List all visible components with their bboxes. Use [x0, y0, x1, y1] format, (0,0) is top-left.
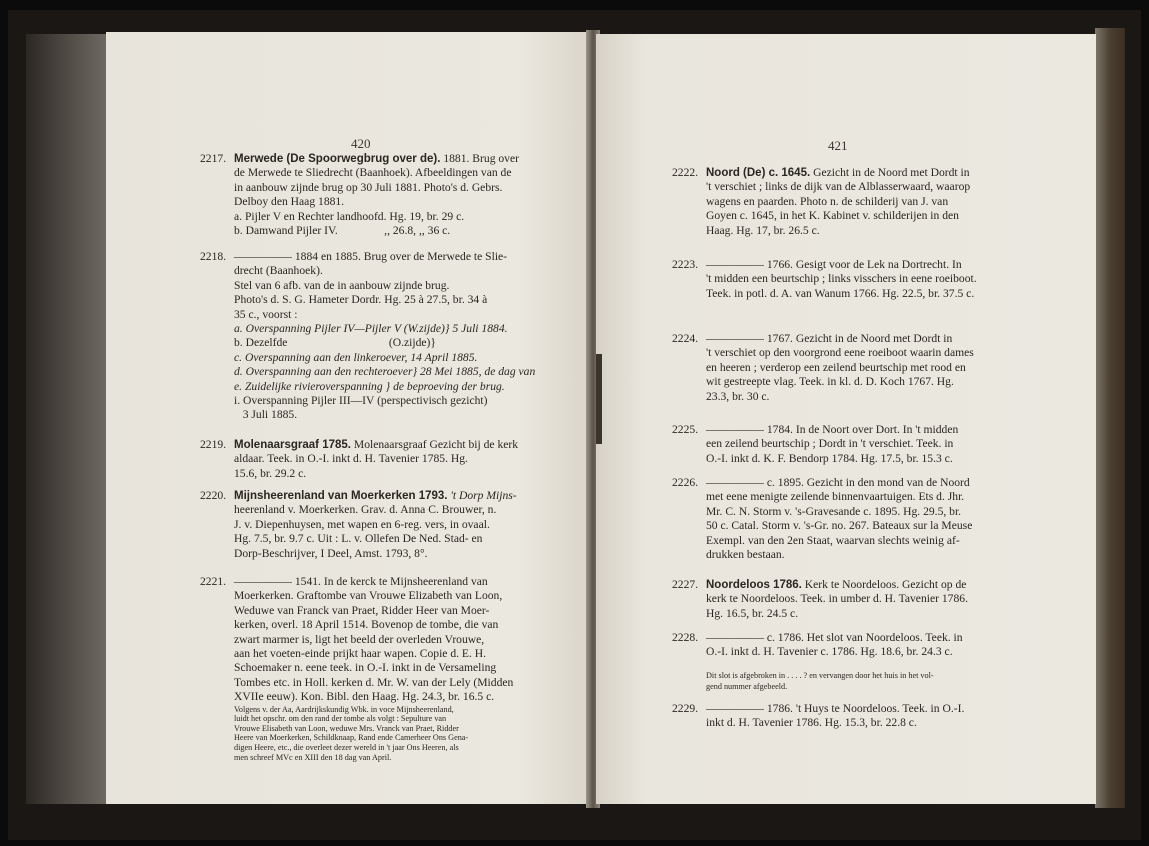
entry-number: 2229. [672, 702, 699, 715]
entry-line: 50 c. Catal. Storm v. 's-Gr. no. 267. Bateaux sur la Meuse [706, 519, 973, 533]
entry-line: b. Damwand Pijler IV. ,, 26.8, ,, 36 c. [234, 224, 451, 238]
entry-line: Teek. in potl. d. A. van Wanum 1766. Hg. 22.5, br. 37.5 c. [706, 286, 975, 300]
entry-heading: Noord (De) c. 1645. [706, 167, 811, 179]
entry-line: Stel van 6 afb. van de in aanbouw zijnde brug. [234, 278, 450, 292]
entry-line: ————— c. 1786. Het slot van Noordeloos. Teek. in [706, 631, 963, 644]
entry-line: Mr. C. N. Storm v. 's-Gravesande c. 1895. Hg. 29.5, br. [706, 504, 962, 518]
entry-line: Exempl. van den 2en Staat, waarvan slechts weinig af- [706, 533, 960, 547]
entry-number: 2227. [672, 578, 699, 591]
footnote-line: Heere van Moerkerken, Schildknaap, Rand ende Camerheer Ons Gena- [234, 733, 469, 743]
entry-line [234, 489, 517, 503]
entry-line: Hg. 16.5, br. 24.5 c. [706, 606, 799, 620]
entry-line: ————— 1884 en 1885. Brug over de Merwede te Slie- [234, 250, 508, 263]
entry-line: Delboy den Haag 1881. [234, 195, 345, 209]
footnote-line: Vrouwe Elisabeth van Loon, weduwe Mrs. Vranck van Praet, Ridder [234, 723, 459, 733]
entry-line [706, 578, 968, 592]
entry-line: ————— 1541. In de kerck te Mijnsheerenland van [234, 575, 488, 588]
entry-heading: Molenaarsgraaf 1785. [234, 439, 351, 451]
entry-line: wagens en paarden. Photo n. de schilderij van J. van [706, 194, 949, 208]
entry-number: 2222. [672, 166, 699, 179]
right-page-edges [1095, 28, 1125, 808]
entry-body [234, 489, 517, 561]
entry-body [234, 438, 518, 481]
entry-line: ————— 1786. 't Huys te Noordeloos. Teek. in O.-I. [706, 702, 965, 715]
footnote-line: gend nummer afgebeeld. [706, 681, 788, 691]
left-page-edges [26, 34, 106, 804]
entry-body [234, 250, 535, 423]
entry-line-text: 1881. Brug over [443, 152, 519, 165]
entry-line: Haag. Hg. 17, br. 26.5 c. [706, 223, 820, 237]
entry-line: Schoemaker n. eene teek. in O.-I. inkt in de Versameling [234, 661, 497, 675]
footnote-line: luidt het opschr. om den rand der tombe als volgt : Sepulture van [234, 714, 447, 724]
entry-line: ————— 1784. In de Noort over Dort. In 't midden [706, 423, 959, 436]
entry-line: b. Dezelfde (O.zijde)} [234, 336, 436, 350]
entry-line: aan het voeten-einde prijkt haar wapen. Copie d. E. H. [234, 647, 487, 661]
entry-line: XVIIe eeuw). Kon. Bibl. den Haag. Hg. 24.3, br. 16.5 c. [234, 690, 495, 704]
entry-heading: Noordeloos 1786. [706, 579, 802, 591]
entry-line: 't verschiet op den voorgrond eene roeiboot waarin dames [706, 346, 974, 360]
entry-line: drecht (Baanhoek). [234, 264, 323, 278]
entry-line: Goyen c. 1645, in het K. Kabinet v. schilderijen in den [706, 209, 959, 223]
entry-number: 2224. [672, 332, 699, 345]
entry-body [706, 423, 958, 466]
entry-line: Photo's d. S. G. Hameter Dordr. Hg. 25 à 27.5, br. 34 à [234, 293, 488, 307]
entry-heading: Mijnsheerenland van Moerkerken 1793. [234, 490, 448, 502]
entry-heading: Merwede (De Spoorwegbrug over de). [234, 153, 441, 165]
entry-number: 2219. [200, 438, 227, 451]
entry-number: 2225. [672, 423, 699, 436]
entry-line: a. Overspanning Pijler IV—Pijler V (W.zijde)} 5 Juli 1884. [234, 322, 508, 336]
entry-line: d. Overspanning aan den rechteroever} 28 Mei 1885, de dag van [234, 365, 536, 379]
entry-line: Weduwe van Franck van Praet, Ridder Heer van Moer- [234, 603, 490, 617]
entry-line: e. Zuidelijke rivieroverspanning } de beproeving der brug. [234, 379, 505, 393]
entry-line [706, 166, 970, 180]
entry-line: met eene menigte zeilende binnenvaartuigen. Ets d. Jhr. [706, 490, 965, 504]
entry-line: 15.6, br. 29.2 c. [234, 466, 307, 480]
entry-line: inkt d. H. Tavenier 1786. Hg. 15.3, br. 22.8 c. [706, 716, 917, 730]
entry-line: kerk te Noordeloos. Teek. in umber d. H. Tavenier 1786. [706, 592, 968, 606]
page-number: 420 [351, 136, 371, 151]
entry-number: 2217. [200, 152, 227, 165]
entry-body [706, 258, 977, 301]
entry-line: heerenland v. Moerkerken. Grav. d. Anna C. Brouwer, n. [234, 503, 497, 517]
entry-line: 't verschiet ; links de dijk van de Alblasserwaard, waarop [706, 180, 971, 194]
entry-body [706, 476, 972, 562]
entry-line: aldaar. Teek. in O.-I. inkt d. H. Tavenier 1785. Hg. [234, 452, 468, 466]
footnote-line: men schreef MVc en XIII den 18 dag van April. [234, 752, 392, 762]
footnote-line: digen Heere, etc., die overleet dezer wereld in 't jaar Ons Heeren, als [234, 743, 459, 753]
entry-line: 't midden een beurtschip ; links visschers in eene roeiboot. [706, 272, 977, 286]
entry-line: a. Pijler V en Rechter landhoofd. Hg. 19, br. 29 c. [234, 209, 465, 223]
entry-line: c. Overspanning aan den linkeroever, 14 April 1885. [234, 350, 478, 364]
footnote-line: Volgens v. der Aa, Aardrijkskundig Wbk. in voce Mijnsheerenland, [234, 704, 454, 714]
entry-body [706, 166, 970, 238]
entry-line: 35 c., voorst : [234, 307, 298, 321]
entry-line [234, 152, 519, 166]
entry-line: een zeilend beurtschip ; Dordt in 't verschiet. Teek. in [706, 437, 954, 451]
entry-line-text: Kerk te Noordeloos. Gezicht op de [804, 578, 967, 591]
entry-line: 3 Juli 1885. [234, 408, 298, 422]
entry-line: Dorp-Beschrijver, I Deel, Amst. 1793, 8°. [234, 546, 428, 560]
entry-body [706, 702, 964, 731]
entry-number: 2228. [672, 631, 699, 644]
entry-line: ————— c. 1895. Gezicht in den mond van de Noord [706, 476, 970, 489]
entry-line: en heeren ; verderop een zeilend beurtschip met rood en [706, 360, 966, 374]
entry-line: Hg. 7.5, br. 9.7 c. Uit : L. v. Ollefen De Ned. Stad- en [234, 532, 483, 546]
entry-line: Moerkerken. Graftombe van Vrouwe Elizabeth van Loon, [234, 589, 503, 603]
entry-line: i. Overspanning Pijler III—IV (perspectivisch gezicht) [234, 394, 488, 408]
entry-line-text: 't Dorp Mijns- [450, 489, 517, 502]
entry-number: 2223. [672, 258, 699, 271]
entry-line: J. v. Diepenhuysen, met wapen en 6-reg. vers, in ovaal. [234, 517, 490, 531]
entry-line: Tombes etc. in Holl. kerken d. Mr. W. van der Lely (Midden [234, 675, 514, 689]
entry-number: 2226. [672, 476, 699, 489]
entry-number: 2220. [200, 489, 227, 502]
entry-line-text: Molenaarsgraaf Gezicht bij de kerk [353, 438, 519, 451]
entry-number: 2221. [200, 575, 227, 588]
entry-line: ————— 1767. Gezicht in de Noord met Dordt in [706, 332, 953, 345]
entry-body [706, 631, 963, 692]
entry-line: O.-I. inkt d. H. Tavenier c. 1786. Hg. 18.6, br. 24.3 c. [706, 645, 953, 659]
entry-number: 2218. [200, 250, 227, 263]
entry-body [706, 578, 968, 621]
bookmark-ribbon [596, 354, 602, 444]
entry-line: zwart marmer is, ligt het beeld der overleden Vrouwe, [234, 632, 485, 646]
entry-line: kerken, overl. 18 April 1514. Bovenop de tombe, die van [234, 618, 499, 632]
entry-line [234, 438, 518, 452]
entry-line: wit gestreepte vlag. Teek. in kl. d. D. Koch 1767. Hg. [706, 375, 954, 389]
footnote-line: Dit slot is afgebroken in . . . . ? en vervangen door het huis in het vol- [706, 670, 934, 680]
entry-line: 23.3, br. 30 c. [706, 389, 770, 403]
entry-line: in aanbouw zijnde brug op 30 Juli 1881. Photo's d. Gebrs. [234, 180, 503, 194]
entry-line: ————— 1766. Gesigt voor de Lek na Dortrecht. In [706, 258, 962, 271]
entry-line: de Merwede te Sliedrecht (Baanhoek). Afbeeldingen van de [234, 166, 512, 180]
entry-line-text: Gezicht in de Noord met Dordt in [813, 166, 970, 179]
page-number: 421 [828, 138, 848, 153]
entry-body [234, 575, 513, 762]
entry-body [706, 332, 974, 404]
entry-body [234, 152, 519, 238]
entry-line: O.-I. inkt d. K. F. Bendorp 1784. Hg. 17.5, br. 15.3 c. [706, 451, 953, 465]
entry-line: drukken bestaan. [706, 548, 785, 562]
